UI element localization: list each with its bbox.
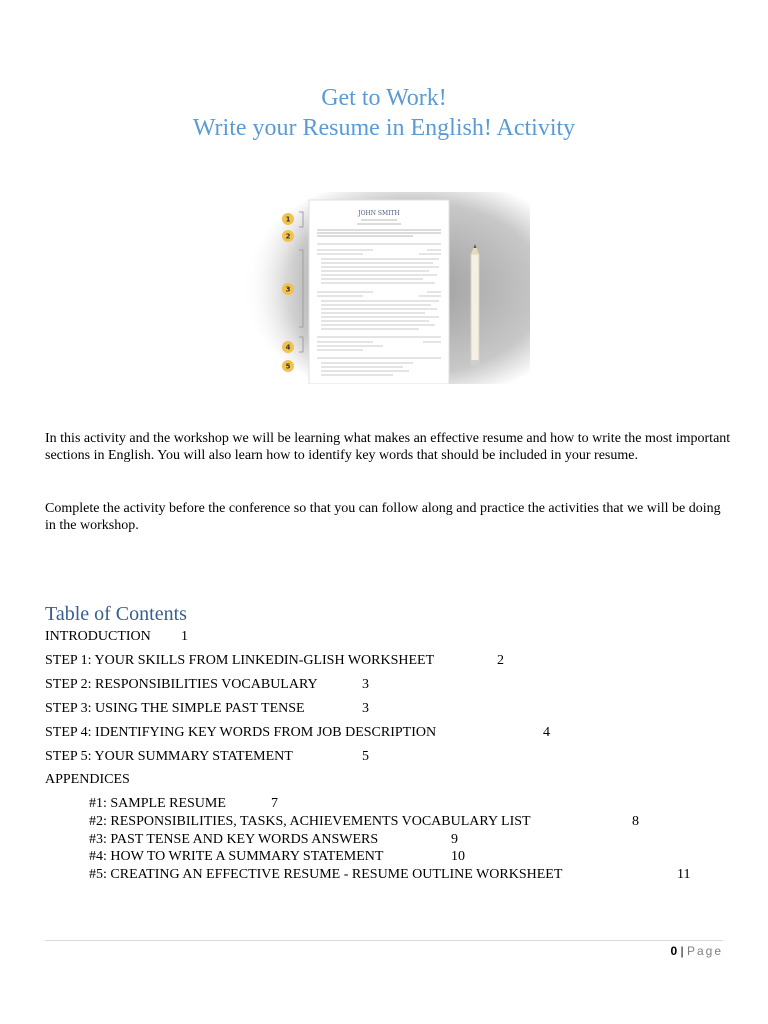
toc-entry-appendices[interactable] bbox=[45, 771, 130, 788]
toc-entry-page: 7 bbox=[271, 796, 278, 811]
toc-entry-page: 11 bbox=[677, 867, 691, 882]
callout-1: 1 bbox=[285, 215, 291, 224]
toc-entry-step-3[interactable] bbox=[45, 700, 369, 717]
toc-entry-appendix-4[interactable] bbox=[89, 848, 465, 865]
footer-divider bbox=[45, 940, 723, 941]
resume-illustration bbox=[243, 192, 530, 384]
callout-3: 3 bbox=[285, 285, 291, 294]
toc-entry-page: 10 bbox=[451, 849, 465, 864]
toc-entry-label: STEP 2: RESPONSIBILITIES VOCABULARY bbox=[45, 677, 318, 692]
toc-entry-page: 1 bbox=[181, 629, 188, 644]
toc-entry-appendix-1[interactable] bbox=[89, 795, 278, 812]
toc-entry-label: #4: HOW TO WRITE A SUMMARY STATEMENT bbox=[89, 849, 384, 864]
toc-entry-page: 3 bbox=[362, 677, 369, 692]
toc-entry-label: STEP 1: YOUR SKILLS FROM LINKEDIN-GLISH WORKSHEET bbox=[45, 653, 435, 668]
toc-entry-appendix-3[interactable] bbox=[89, 831, 458, 848]
toc-entry-page: 9 bbox=[451, 832, 458, 847]
toc-entry-label: INTRODUCTION bbox=[45, 629, 151, 644]
pencil-icon bbox=[471, 244, 479, 366]
resume-name-text: JOHN SMITH bbox=[358, 210, 400, 217]
document-title-line-1: Get to Work! bbox=[321, 85, 447, 111]
toc-entry-page: 8 bbox=[632, 814, 639, 829]
toc-entry-label: STEP 3: USING THE SIMPLE PAST TENSE bbox=[45, 701, 305, 716]
toc-entry-step-2[interactable] bbox=[45, 676, 369, 693]
page-footer bbox=[600, 944, 723, 958]
toc-entry-appendix-2[interactable] bbox=[89, 813, 639, 830]
toc-entry-label: #1: SAMPLE RESUME bbox=[89, 796, 226, 811]
toc-entry-step-1[interactable] bbox=[45, 652, 504, 669]
callout-2: 2 bbox=[285, 232, 291, 241]
toc-entry-page: 2 bbox=[497, 653, 504, 668]
toc-entry-label: STEP 4: IDENTIFYING KEY WORDS FROM JOB DESCRIPTION bbox=[45, 725, 437, 740]
resume-callouts bbox=[282, 213, 294, 372]
footer-separator: | bbox=[680, 944, 684, 958]
toc-entry-step-4[interactable] bbox=[45, 724, 550, 741]
toc-entry-step-5[interactable] bbox=[45, 748, 369, 765]
toc-entry-label: #2: RESPONSIBILITIES, TASKS, ACHIEVEMENTS VOCABULARY LIST bbox=[89, 814, 531, 829]
instructions-paragraph: Complete the activity before the conference so that you can follow along and practice the activities that we will be doing in the workshop. bbox=[45, 501, 721, 533]
toc-entry-page: 4 bbox=[543, 725, 550, 740]
toc-entry-label: #3: PAST TENSE AND KEY WORDS ANSWERS bbox=[89, 832, 379, 847]
toc-entry-label: APPENDICES bbox=[45, 772, 130, 787]
toc-entry-appendix-5[interactable] bbox=[89, 866, 691, 883]
page-number: 0 bbox=[670, 944, 678, 958]
toc-heading: Table of Contents bbox=[45, 603, 187, 625]
toc-entry-page: 3 bbox=[362, 701, 369, 716]
callout-4: 4 bbox=[285, 343, 291, 352]
document-title-line-2: Write your Resume in English! Activity bbox=[192, 115, 576, 141]
toc-entry-label: STEP 5: YOUR SUMMARY STATEMENT bbox=[45, 749, 293, 764]
toc-entry-introduction[interactable] bbox=[45, 628, 188, 645]
page-label: Page bbox=[686, 944, 723, 958]
toc-entry-page: 5 bbox=[362, 749, 369, 764]
toc-entry-label: #5: CREATING AN EFFECTIVE RESUME - RESUME OUTLINE WORKSHEET bbox=[89, 867, 563, 882]
callout-5: 5 bbox=[285, 362, 291, 371]
intro-paragraph: In this activity and the workshop we will be learning what makes an effective resume and how to write the most important sections in English. You will also learn how to identify key words that should be included in your resume. bbox=[45, 431, 731, 463]
